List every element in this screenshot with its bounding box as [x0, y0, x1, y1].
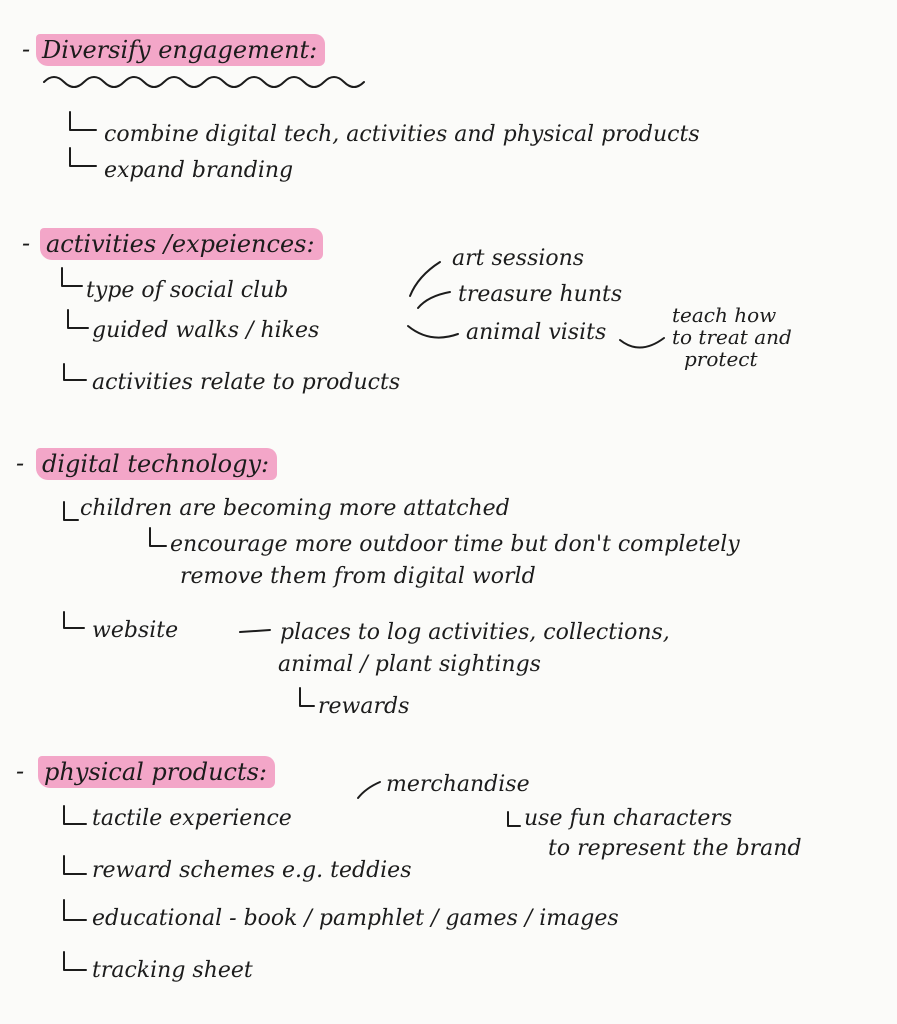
sub-encourage-outdoor: encourage more outdoor time but don't completely [170, 532, 740, 557]
note-represent-brand: to represent the brand [548, 836, 802, 861]
branch-art-sessions: art sessions [452, 246, 585, 271]
heading-diversify: Diversify engagement: [36, 34, 325, 66]
item-expand-branding: expand branding [104, 158, 294, 183]
item-social-club: type of social club [86, 278, 289, 303]
item-tracking-sheet: tracking sheet [92, 958, 253, 983]
item-website: website [92, 618, 179, 643]
branch-treasure-hunts: treasure hunts [458, 282, 623, 307]
item-tactile: tactile experience [92, 806, 292, 831]
bullet-dash: - [16, 449, 25, 477]
item-educational: educational - book / pamphlet / games / images [92, 906, 619, 931]
bullet-dash: - [16, 757, 25, 785]
item-reward-schemes: reward schemes e.g. teddies [92, 858, 412, 883]
branch-animal-visits: animal visits [466, 320, 607, 345]
item-guided-walks: guided walks / hikes [92, 318, 320, 343]
heading-digital: digital technology: [36, 448, 277, 480]
website-rewards: rewards [318, 694, 410, 719]
note-teach-line3: protect [684, 347, 758, 371]
heading-physical: physical products: [38, 756, 275, 788]
website-sightings: animal / plant sightings [278, 652, 541, 677]
note-teach-line2: to treat and [672, 325, 792, 349]
item-children-attached: children are becoming more attatched [80, 496, 510, 521]
wavy-underline [44, 77, 364, 87]
heading-activities: activities /expeiences: [40, 228, 323, 260]
bullet-dash: - [22, 35, 31, 63]
website-log-activities: places to log activities, collections, [280, 620, 670, 645]
item-combine: combine digital tech, activities and physical products [104, 122, 700, 147]
sub-remove-digital: remove them from digital world [180, 564, 536, 589]
note-fun-characters: use fun characters [524, 806, 733, 831]
branch-merchandise: merchandise [386, 772, 530, 797]
note-teach-line1: teach how [672, 303, 777, 327]
item-activities-products: activities relate to products [92, 370, 401, 395]
bullet-dash: - [22, 229, 31, 257]
